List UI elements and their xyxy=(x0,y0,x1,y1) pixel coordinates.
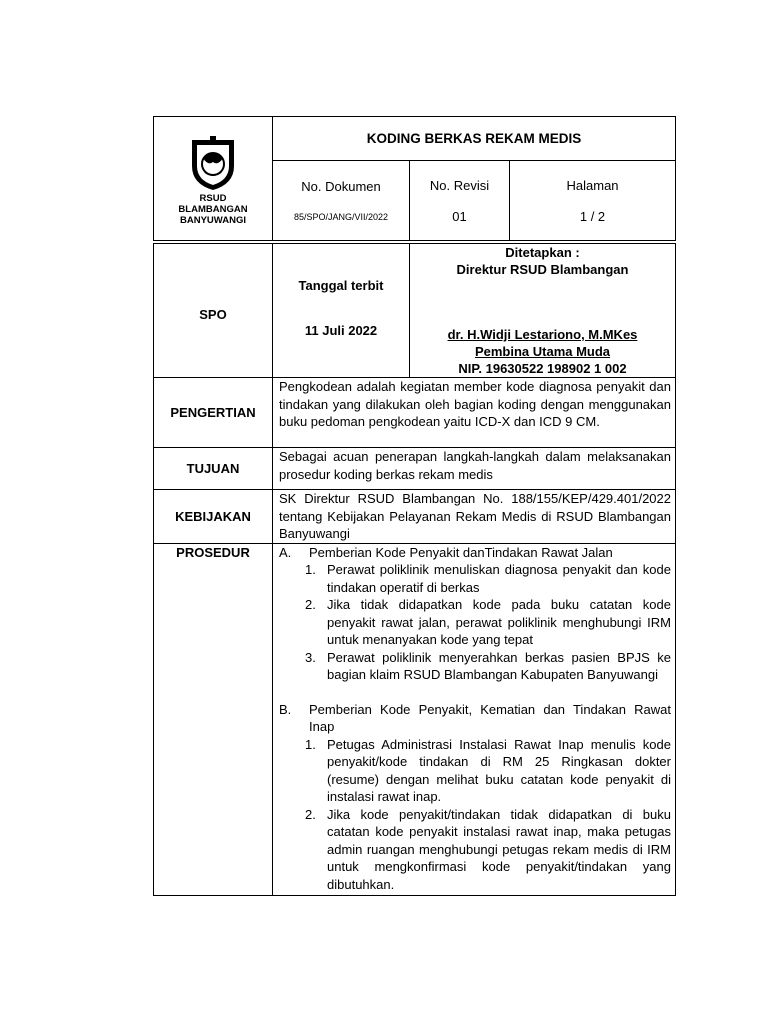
approval-heading: Ditetapkan : xyxy=(505,245,580,260)
logo-cell xyxy=(154,117,273,241)
issued-cell xyxy=(273,244,410,378)
pengertian-label: PENGERTIAN xyxy=(154,378,273,448)
item-number: 1. xyxy=(305,562,316,577)
doc-number-cell xyxy=(273,161,410,241)
item-text: Perawat poliklinik menyerahkan berkas pasien BPJS ke bagian klaim RSUD Blambangan Kabupaten Banyuwangi xyxy=(327,649,671,682)
pengertian-text: Pengkodean adalah kegiatan member kode diagnosa penyakit dan tindakan yang dilakukan oleh bagian koding dengan menggunakan buku pedoman pengkodean yaitu ICD-X dan ICD 9 CM. xyxy=(273,378,676,448)
list-item xyxy=(279,806,671,894)
document-header xyxy=(153,116,676,241)
prosedur-content xyxy=(273,543,676,896)
spo-document xyxy=(153,116,675,896)
item-number: 1. xyxy=(305,736,316,752)
issued-date: 11 Juli 2022 xyxy=(304,323,378,338)
kebijakan-label: KEBIJAKAN xyxy=(154,490,273,544)
item-text: Jika tidak didapatkan kode pada buku catatan kode penyakit rawat jalan, perawat poliklinik menghubungi IRM untuk menanyakan kode yang tepat xyxy=(327,597,671,647)
org-line-3: BANYUWANGI xyxy=(180,214,246,226)
revision-label: No. Revisi xyxy=(429,177,490,193)
procedure-list-a xyxy=(279,561,671,684)
org-line-2: BLAMBANGAN xyxy=(178,203,248,215)
procedure-list-b xyxy=(279,736,671,894)
tujuan-text: Sebagai acuan penerapan langkah-langkah dalam melaksanakan prosedur koding berkas rekam medis xyxy=(273,448,676,490)
list-item xyxy=(279,596,671,649)
section-title: Pemberian Kode Penyakit danTindakan Rawat Jalan xyxy=(309,544,613,560)
document-body xyxy=(153,243,676,896)
org-line-1: RSUD xyxy=(199,192,227,204)
signer-nip: NIP. 19630522 198902 1 002 xyxy=(458,361,627,376)
section-letter: B. xyxy=(279,701,292,717)
issued-label: Tanggal terbit xyxy=(298,278,384,293)
approval-cell xyxy=(410,244,676,378)
item-number: 3. xyxy=(305,649,316,665)
procedure-section-a xyxy=(279,544,671,562)
revision-value: 01 xyxy=(452,208,467,224)
organization-name xyxy=(154,193,272,230)
page-value: 1 / 2 xyxy=(579,208,606,224)
item-text: Jika kode penyakit/tindakan tidak didapatkan di buku catatan kode penyakit instalasi rawat inap, maka petugas admin ruangan menghubungi petugas rekam medis di IRM untuk mengkonfirmasi kode penyakit/tindakan yang dibutuhkan. xyxy=(327,806,671,892)
item-text: Petugas Administrasi Instalasi Rawat Inap menulis kode penyakit/kode tindakan di RM 25 Ringkasan dokter (resume) dengan melihat buku catatan kode penyakit di instalasi rawat inap. xyxy=(327,736,671,804)
document-title: KODING BERKAS REKAM MEDIS xyxy=(273,117,676,161)
rsud-logo-emblem xyxy=(188,136,238,192)
section-title: Pemberian Kode Penyakit, Kematian dan Tindakan Rawat Inap xyxy=(309,701,671,734)
list-item xyxy=(279,649,671,684)
signer-name: dr. H.Widji Lestariono, M.MKes xyxy=(447,327,638,342)
procedure-section-b xyxy=(279,701,671,736)
item-number: 2. xyxy=(305,806,316,822)
signer-rank: Pembina Utama Muda xyxy=(474,344,611,359)
doc-number-label: No. Dokumen xyxy=(301,179,381,194)
prosedur-label: PROSEDUR xyxy=(154,543,273,896)
doc-number-value: 85/SPO/JANG/VII/2022 xyxy=(293,212,389,222)
list-item xyxy=(279,561,671,596)
item-number: 2. xyxy=(305,597,316,612)
spo-label: SPO xyxy=(154,244,273,378)
section-letter: A. xyxy=(279,544,292,560)
kebijakan-text: SK Direktur RSUD Blambangan No. 188/155/KEP/429.401/2022 tentang Kebijakan Pelayanan Rekam Medis di RSUD Blambangan Banyuwangi xyxy=(273,490,676,544)
revision-cell xyxy=(410,161,510,241)
page-label: Halaman xyxy=(566,177,619,193)
list-item xyxy=(279,736,671,806)
page-cell xyxy=(510,161,676,241)
approval-title: Direktur RSUD Blambangan xyxy=(456,262,629,277)
tujuan-label: TUJUAN xyxy=(154,448,273,490)
item-text: Perawat poliklinik menuliskan diagnosa penyakit dan kode tindakan operatif di berkas xyxy=(327,562,671,595)
